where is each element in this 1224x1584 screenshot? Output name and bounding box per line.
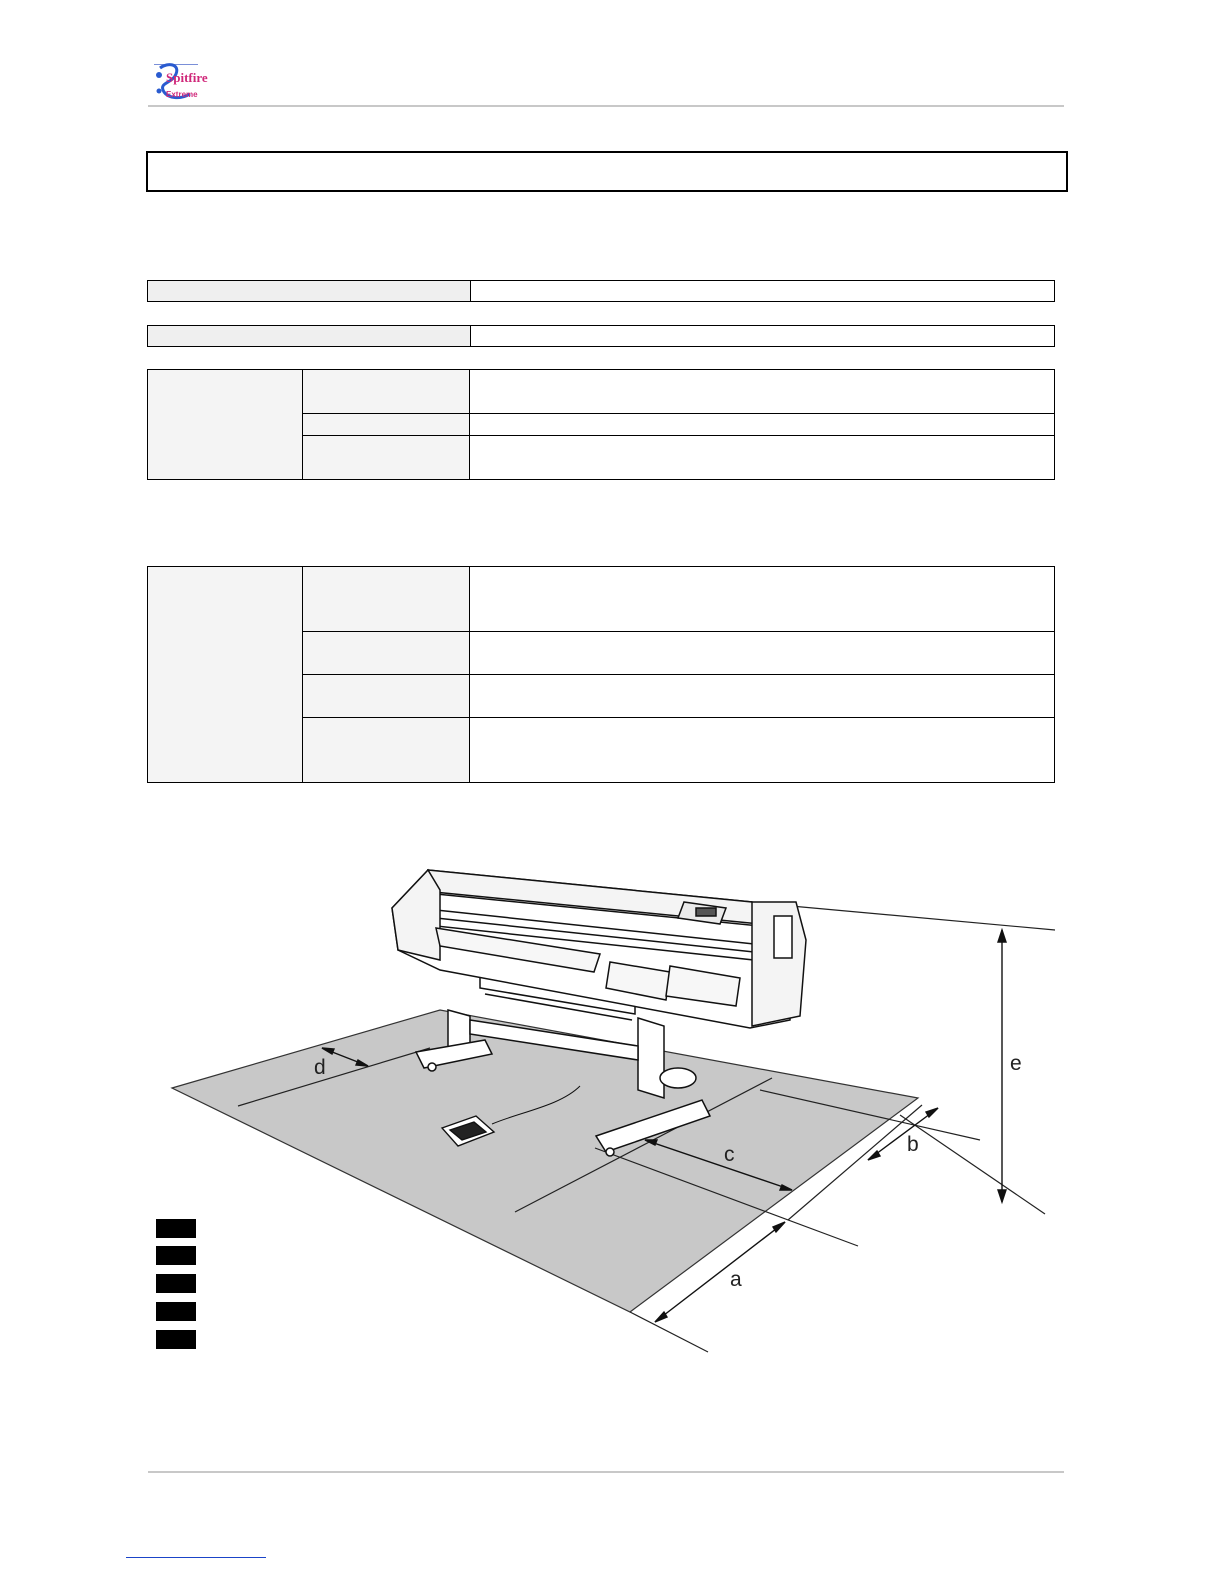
company-logo xyxy=(150,60,208,104)
table-cell-label xyxy=(303,675,470,718)
table-cell-value xyxy=(470,414,1055,436)
legend-swatch xyxy=(156,1219,196,1238)
title-bar xyxy=(146,151,1068,192)
table-cell-value xyxy=(470,370,1055,414)
table-cell-value xyxy=(471,281,1055,302)
table-cell-label xyxy=(303,436,470,480)
table-row xyxy=(148,567,1055,632)
dimension-label-a: a xyxy=(730,1268,742,1291)
logo-word-bottom: Extreme xyxy=(166,90,198,99)
table-cell-label xyxy=(303,567,470,632)
spec-table-3 xyxy=(147,369,1055,480)
dimension-label-e: e xyxy=(1010,1052,1022,1075)
floor-area xyxy=(172,1010,918,1312)
table-cell-label xyxy=(303,414,470,436)
table-group-label xyxy=(148,370,303,480)
header-rule xyxy=(148,105,1064,107)
logo-word-top: Spitfire xyxy=(166,70,208,85)
table-cell-value xyxy=(470,718,1055,783)
table-row xyxy=(148,281,1055,302)
legend-swatch xyxy=(156,1246,196,1265)
dimension-label-b: b xyxy=(907,1133,919,1156)
legend-swatch xyxy=(156,1302,196,1321)
table-cell-label xyxy=(303,632,470,675)
table-cell-label xyxy=(148,326,471,347)
table-cell-value xyxy=(470,675,1055,718)
table-cell-value xyxy=(470,436,1055,480)
spec-table-1 xyxy=(147,280,1055,302)
table-cell-value xyxy=(470,632,1055,675)
legend-swatch xyxy=(156,1274,196,1293)
table-cell-label xyxy=(303,718,470,783)
table-cell-value xyxy=(470,567,1055,632)
table-row xyxy=(148,370,1055,414)
table-group-label xyxy=(148,567,303,783)
dimension-label-c: c xyxy=(724,1143,735,1166)
installation-space-figure xyxy=(140,850,1080,1360)
table-row xyxy=(148,326,1055,347)
table-cell-label xyxy=(148,281,471,302)
table-cell-value xyxy=(471,326,1055,347)
dimension-label-d: d xyxy=(314,1056,326,1079)
footer-rule xyxy=(148,1471,1064,1473)
footer-link[interactable] xyxy=(126,1545,266,1558)
table-cell-label xyxy=(303,370,470,414)
legend-swatch xyxy=(156,1330,196,1349)
spec-table-4 xyxy=(147,566,1055,783)
spec-table-2 xyxy=(147,325,1055,347)
logo-graphic xyxy=(150,60,208,104)
